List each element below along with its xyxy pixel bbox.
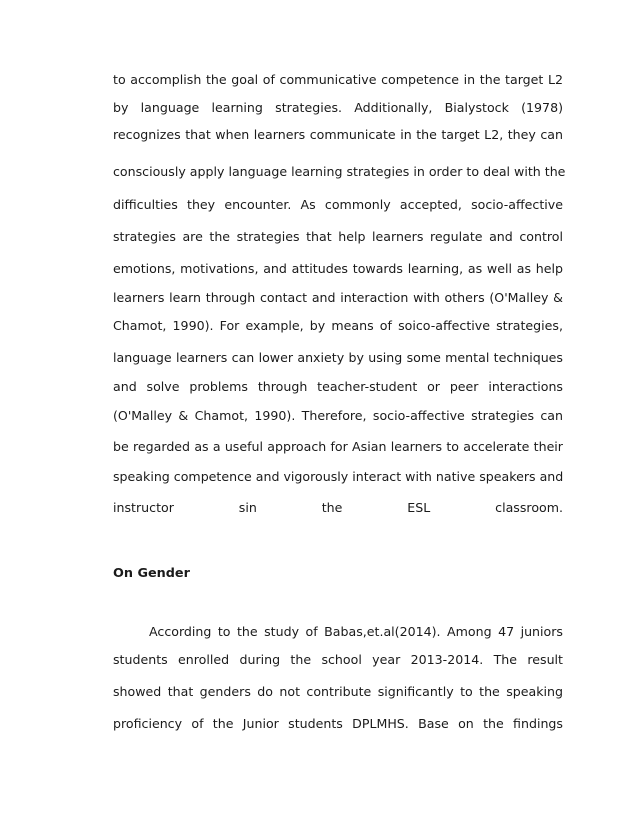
paragraph-1-line: difficulties they encounter. As commonly accepted, socio-affective	[113, 197, 563, 212]
paragraph-1-line: to accomplish the goal of communicative competence in the target L2	[113, 72, 563, 87]
paragraph-2-line: proficiency of the Junior students DPLMHS. Base on the findings	[113, 716, 563, 731]
paragraph-1-line: strategies are the strategies that help learners regulate and control	[113, 229, 563, 244]
paragraph-2-line: students enrolled during the school year 2013-2014. The result	[113, 652, 563, 667]
paragraph-1-line: Chamot, 1990). For example, by means of soico-affective strategies,	[113, 318, 563, 333]
paragraph-1-line: language learners can lower anxiety by using some mental techniques	[113, 350, 563, 365]
paragraph-1-line: be regarded as a useful approach for Asian learners to accelerate their	[113, 439, 563, 454]
paragraph-1-line: and solve problems through teacher-student or peer interactions	[113, 379, 563, 394]
paragraph-1-line: speaking competence and vigorously interact with native speakers and	[113, 469, 564, 484]
paragraph-2-line: showed that genders do not contribute significantly to the speaking	[113, 684, 563, 699]
paragraph-1-line: by language learning strategies. Additionally, Bialystock (1978)	[113, 100, 563, 115]
paragraph-1-line: instructor sin the ESL classroom.	[113, 500, 563, 515]
paragraph-1-line: (O'Malley & Chamot, 1990). Therefore, socio-affective strategies can	[113, 408, 563, 423]
paragraph-1-line: consciously apply language learning strategies in order to deal with the	[113, 164, 566, 179]
paragraph-1-line: learners learn through contact and interaction with others (O'Malley &	[113, 290, 563, 305]
paragraph-1-line: emotions, motivations, and attitudes towards learning, as well as help	[113, 261, 563, 276]
paragraph-1-line: recognizes that when learners communicate in the target L2, they can	[113, 127, 563, 142]
section-heading: On Gender	[113, 566, 190, 581]
paragraph-2-line: According to the study of Babas,et.al(2014). Among 47 juniors	[149, 624, 563, 639]
